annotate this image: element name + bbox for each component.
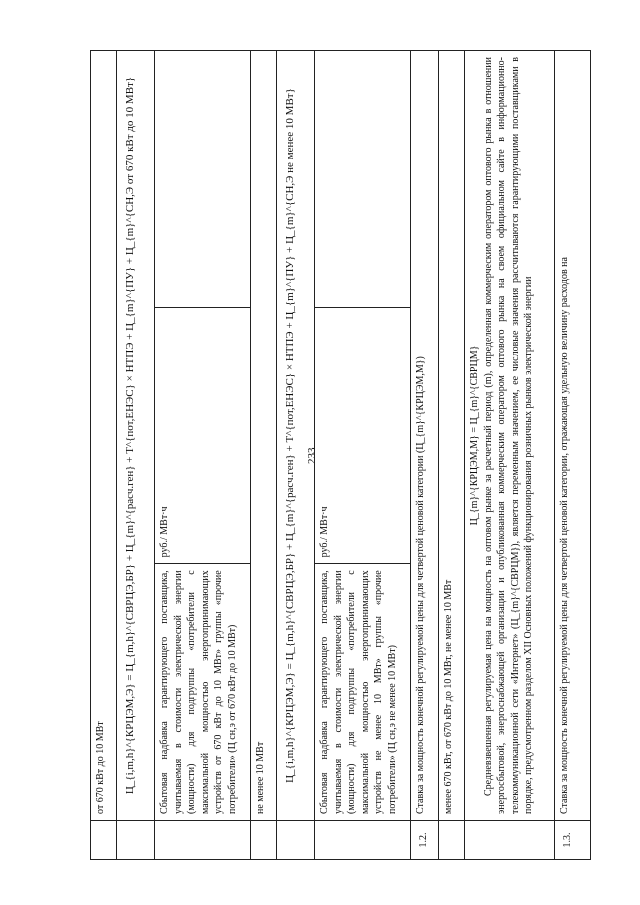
row-number-empty	[439, 821, 465, 860]
unit-10: руб./ МВт·ч	[315, 307, 411, 564]
formula-10: Ц_{i,m,h}^{КРЦЭМ,Э} = Ц_{m,h}^{СВРЦЭ,БР} + Ц_{m}^{расч.ген} + Т^{пот,ЕНЭС} × НТПЭ + Ц_{m}^{ПУ} + Ц_{m}^{СН,Э не менее 10 МВт}	[277, 51, 315, 821]
label-markup-10: Сбытовая надбавка гарантирующего поставщика, учитываемая в стоимости электрической энергии (мощности) для подгруппы «потребители с максимальной мощностью энергопринимающих устройств не менее 10 МВт» группы «прочие потребители» (Ц сн,э не менее 10 МВт)	[315, 564, 411, 821]
band-10: не менее 10 МВт	[251, 51, 277, 821]
row-number-empty	[315, 821, 411, 860]
heading-1-2: Ставка за мощность конечной регулируемой цены для четвертой ценовой категории (Ц_{m}^{КРЦЭМ,М})	[411, 51, 439, 821]
value-10	[315, 51, 411, 308]
formula-block-1-2	[465, 51, 555, 821]
unit-670-10: руб./ МВт·ч	[155, 307, 251, 564]
band-670-10: от 670 кВт до 10 МВт	[91, 51, 117, 821]
tariff-table	[90, 50, 591, 860]
row-number-1-3: 1.3.	[555, 821, 591, 860]
row-number-empty	[277, 821, 315, 860]
paragraph-1-2: Средневзвешенная регулируемая цена на мощность на оптовом рынке за расчетный период (m), определенная коммерческим оператором оптового рынка в отношении энергосбытовой, энергоснабжающей организации и опубликованная коммерческим оператором оптового рынка на своем официальном сайте в информационно-телекоммуникационной сети «Интернет» (Ц_{m}^{СВРЦМ}), является переменным значением, ее числовые значения рассчитываются гарантирующими поставщиками в порядке, предусмотренном разделом XII Основных положений функционирования розничных рынков электрической энергии	[482, 57, 534, 814]
value-670-10	[155, 51, 251, 308]
row-number-empty	[155, 821, 251, 860]
row-number-empty	[251, 821, 277, 860]
row-number-empty	[91, 821, 117, 860]
heading-1-3: Ставка за мощность конечной регулируемой цены для четвертой ценовой категории, отражающая удельную величину расходов на	[555, 51, 591, 821]
row-number-1-2: 1.2.	[411, 821, 439, 860]
page-number: 233	[306, 447, 318, 465]
label-markup-670-10: Сбытовая надбавка гарантирующего поставщика, учитываемая в стоимости электрической энергии (мощности) для подгруппы «потребители с максимальной мощностью энергопринимающих устройств от 670 кВт до 10 МВт» группы «прочие потребители» (Ц сн,э от 670 кВт до 10 МВт)	[155, 564, 251, 821]
row-number-empty	[117, 821, 155, 860]
row-number-empty	[465, 821, 555, 860]
formula-1-2: Ц_{m}^{КРЦЭМ,М} = Ц_{m}^{СВРЦМ}	[469, 345, 480, 526]
band-1-2: менее 670 кВт, от 670 кВт до 10 МВт, не менее 10 МВт	[439, 51, 465, 821]
rotated-table-container	[90, 50, 590, 860]
formula-670-10: Ц_{i,m,h}^{КРЦЭМ,Э} = Ц_{m,h}^{СВРЦЭ,БР} + Ц_{m}^{расч.ген} + Т^{пот,ЕНЭС} × НТПЭ + Ц_{m}^{ПУ} + Ц_{m}^{СН,Э от 670 кВт до 10 МВт}	[117, 51, 155, 821]
